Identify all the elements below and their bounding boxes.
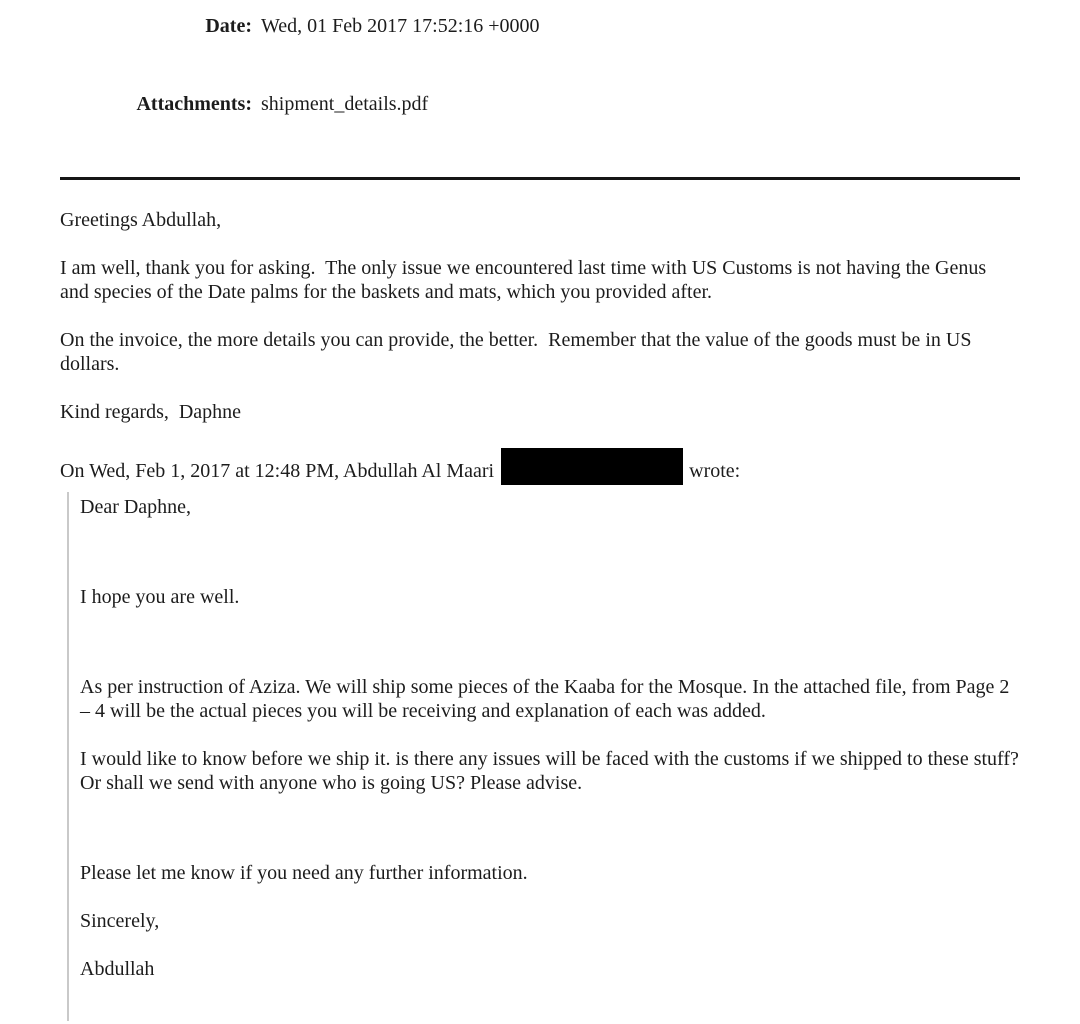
quoted-signature: Abdullah [80, 958, 155, 980]
quoted-paragraph-shipment: As per instruction of Aziza. We will ship some pieces of the Kaaba for the Mosque. In the attached file, from Page 2 – 4 will be the actual pieces you will be receiving and explanation of each was added. [80, 676, 1015, 722]
quote-attribution [60, 448, 1020, 485]
header-attachments-row [60, 65, 1020, 143]
quoted-message [67, 492, 1029, 1021]
attachment-filename: shipment_details.pdf [261, 93, 429, 115]
email-header [60, 0, 1020, 143]
quote-attribution-wrote: wrote: [689, 460, 741, 482]
attachments-label: Attachments: [136, 93, 252, 115]
quoted-greeting: Dear Daphne, [80, 496, 192, 518]
date-label: Date: [205, 15, 252, 37]
header-divider [60, 177, 1020, 180]
redacted-email-address [501, 448, 683, 485]
greeting: Greetings Abdullah, [60, 209, 222, 231]
paragraph-invoice: On the invoice, the more details you can provide, the better. Remember that the value of the goods must be in US dollars. [60, 329, 977, 375]
paragraph-customs: I am well, thank you for asking. The only issue we encountered last time with US Customs is not having the Genus and species of the Date palms for the baskets and mats, which you provided after. [60, 257, 992, 303]
email-body [60, 208, 1029, 1021]
quoted-paragraph-hope: I hope you are well. [80, 586, 240, 608]
signoff: Kind regards, Daphne [60, 401, 242, 423]
date-value: Wed, 01 Feb 2017 17:52:16 +0000 [261, 15, 540, 37]
header-date-row [60, 0, 1020, 65]
quoted-paragraph-customs-question: I would like to know before we ship it. is there any issues will be faced with the customs if we shipped to these stuff? Or shall we send with anyone who is going US? Please advise. [80, 748, 1029, 794]
quote-attribution-text: On Wed, Feb 1, 2017 at 12:48 PM, Abdullah Al Maari [60, 460, 495, 482]
quoted-paragraph-further-info: Please let me know if you need any further information. [80, 862, 528, 884]
quoted-closing: Sincerely, [80, 910, 160, 932]
